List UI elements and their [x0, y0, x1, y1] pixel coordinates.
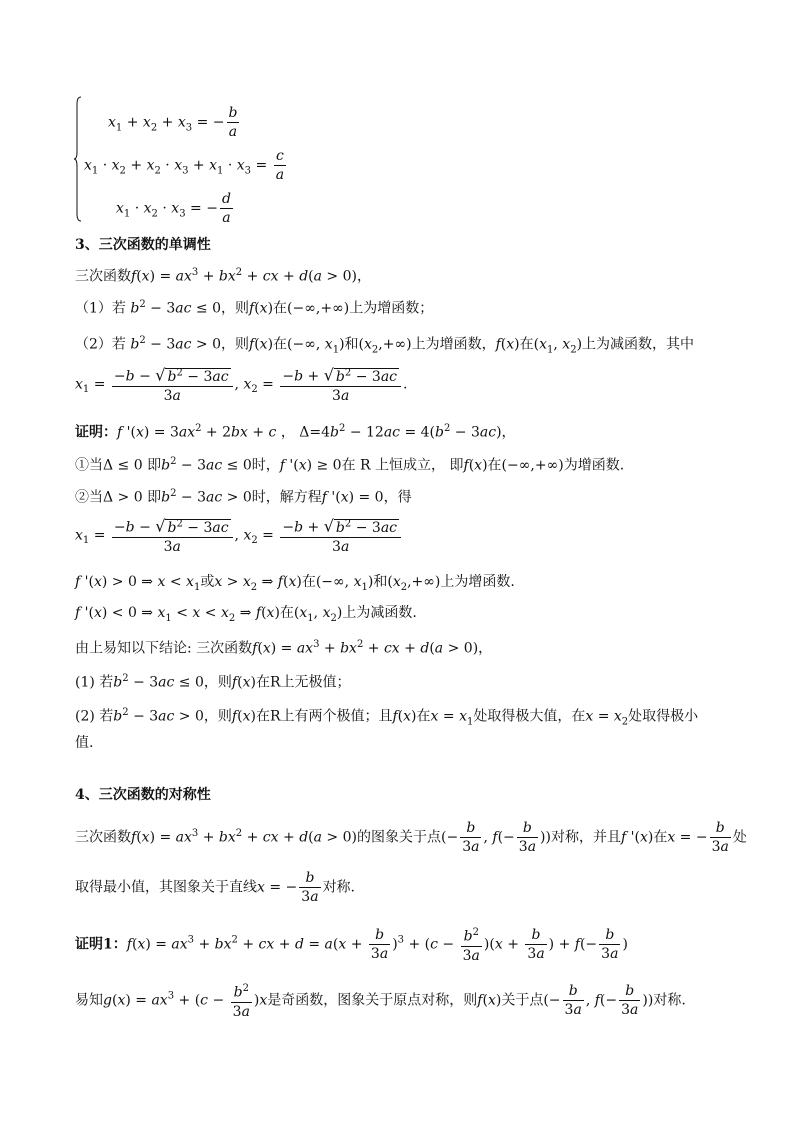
- proof1: 证明1：$f(x) = ax^3 + bx^2$ + cx + d = a(x + $\frac{b}{3a}$ )$^3$ + (c − $\frac{b^2}{3a}$ )(x + $\frac{b}{3a}$ ) + f(− $\frac{b}{3a}$ ): [75, 926, 628, 964]
- conclusion-intro: 由上易知以下结论: 三次函数$f(x) = ax^3 + bx^2$ + cx + d(a > 0)，: [75, 639, 493, 657]
- vieta-product: $x_1 \cdot x_2 \cdot x_3$ = − $\frac{d}{a}$: [116, 191, 231, 226]
- conclusion-2-tail: 值.: [75, 735, 94, 751]
- s3-case2: （2）若 $b^2 - 3ac > 0$，则f(x)在(−∞, $x_1$)和$(x_2,+\infty)$上为增函数，f(x)在($x_1$, $x_2$)上为减函数，其中: [75, 335, 695, 356]
- case-b: ②当Δ > 0 即$b^2 - 3ac > 0$时，解方程f '(x) = 0，得: [75, 488, 412, 506]
- section4-heading: 4、三次函数的对称性: [75, 787, 211, 803]
- conclusion-2: (2) 若$b^2 - 3ac > 0$，则f(x)在R上有两个极值；且f(x)在$x = x_1$处取得极大值，在$x = x_2$处取得极小: [75, 707, 699, 728]
- proof-derivative: 证明：f '$(x) = 3ax^2 + 2bx + c$ ， $\Delta=4b^2 - 12ac = 4(b^2 - 3ac)$，: [75, 423, 516, 441]
- increasing-derivation: f '(x) > 0 ⇒ $x < x_1$或$x > x_2$ ⇒ f(x)在(−∞, $x_1$)和$(x_2,+\infty)$上为增函数.: [75, 574, 515, 593]
- case-a: ①当Δ ≤ 0 即$b^2 - 3ac \le 0$时，f '(x) ≥ 0在 R 上恒成立， 即f(x)在(−∞,+∞)为增函数.: [75, 456, 625, 474]
- conclusion-1: (1) 若$b^2 - 3ac \le 0$，则f(x)在R上无极值；: [75, 673, 351, 691]
- s4-line1: 三次函数$f(x) = ax^3 + bx^2$ + cx + d(a > 0)的图象关于点(− $\frac{b}{3a}$ , f(− $\frac{b}{3a}$ ))对称，并且f '(x)在x = − $\frac{b}{3a}$ 处: [75, 820, 747, 855]
- vieta-sum: $x_1 + x_2 + x_3$ = − $\frac{b}{a}$: [108, 105, 238, 140]
- left-brace: [74, 96, 82, 222]
- s4-line2: 取得最小值，其图象关于直线x = − $\frac{b}{3a}$ 对称.: [75, 870, 356, 905]
- s3-intro: 三次函数$f(x) = ax^3 + bx^2$ + cx + d(a > 0)，: [75, 267, 371, 285]
- last-line: 易知$g(x) = ax^3 + (c$ − $\frac{b^2}{3a}$ )x是奇函数，图象关于原点对称，则f(x)关于点(− $\frac{b}{3a}$ , f(− $\frac{b}{3a}$ ))对称.: [75, 982, 686, 1020]
- s3-roots: $x_1$ = $\frac{-b - √ b^2 - 3ac}{3a}$ , $x_2$ = $\frac{-b + √ b^2 - 3ac}{3a}$ .: [75, 365, 408, 404]
- section3-heading: 3、三次函数的单调性: [75, 237, 211, 253]
- vieta-pair-sum: $x_1 \cdot x_2 + x_2 \cdot x_3 + x_1 \cdot x_3$ = $\frac{c}{a}$: [84, 148, 285, 183]
- proof-roots: $x_1$ = $\frac{-b - √ b^2 - 3ac}{3a}$ , $x_2$ = $\frac{-b + √ b^2 - 3ac}{3a}$: [75, 515, 403, 556]
- s3-case1: （1）若 $b^2 - 3ac \le 0$，则f(x)在(−∞,+∞)上为增函数；: [75, 299, 434, 317]
- decreasing-derivation: f '(x) < 0 ⇒ $x_1 < x < x_2$ ⇒ f(x)在($x_1$, $x_2$)上为减函数.: [75, 605, 417, 624]
